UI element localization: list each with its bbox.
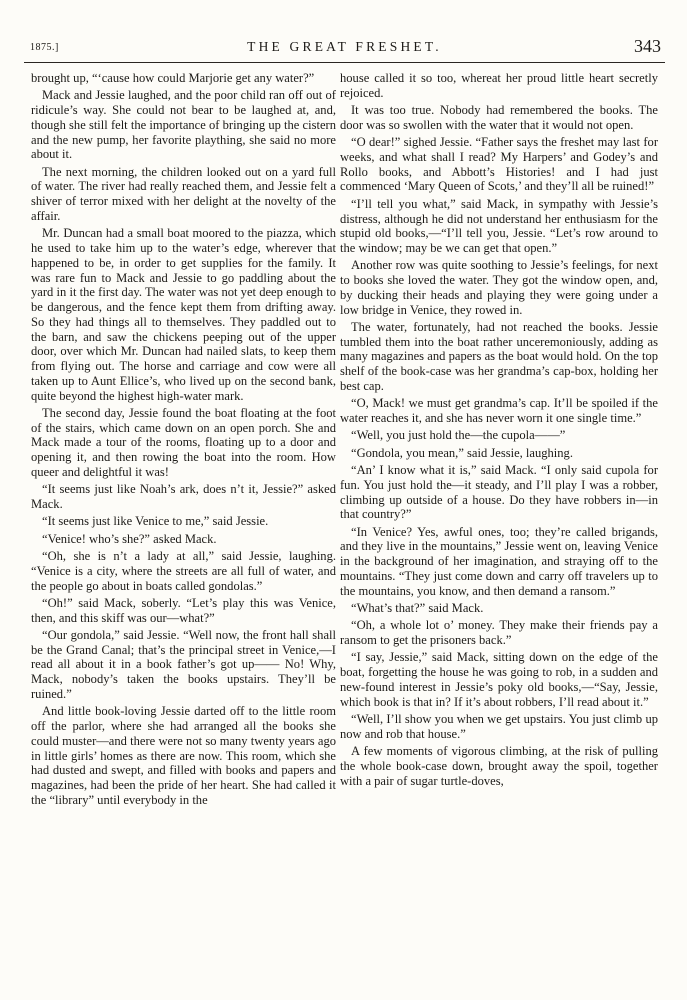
paragraph: The next morning, the children looked out on a yard full of water. The river had really reached them, and Jessie felt a shiver of terror mixed with her delight at the novelty of the affair. [31,164,336,223]
paragraph: A few moments of vigorous climbing, at the risk of pulling the whole book-case down, brought away the spoil, together with a pair of sugar turtle-doves, [340,744,658,788]
header-rule [24,62,665,63]
paragraph: “Gondola, you mean,” said Jessie, laughing. [351,445,573,460]
paragraph: “Oh!” said Mack, soberly. “Let’s play this was Venice, then, and this skiff was our—what?” [31,595,336,625]
paragraph: house called it so too, whereat her proud little heart secretly rejoiced. [340,71,658,100]
paragraph: “I’ll tell you what,” said Mack, in sympathy with Jessie’s distress, although he did not understand her enthusiasm for the stupid old books,—“I’ll tell you, Jessie. “Let’s row around to the window; may be we can get that open.” [340,196,658,256]
left-column [31,71,336,810]
header-date: 1875.] [30,42,59,53]
paragraph: “An’ I know what it is,” said Mack. “I only said cupola for fun. You just hold the—it steady, and I’ll play I was a robber, climbing up outside of a house. Do they have robbers in—in that country?” [340,463,658,522]
paragraph: brought up, “‘cause how could Marjorie get any water?” [31,71,315,85]
paragraph: And little book-loving Jessie darted off to the little room off the parlor, where she had arranged all the books she could muster—and there were not so many twenty years ago in little girls’ homes as there are now. This room, which she had dusted and swept, and filled with books and papers and magazines, had been the pride of her heart. She had called it the “library” until everybody in the [31,704,336,807]
right-column [340,71,658,791]
paragraph: “Well, you just hold the—the cupola——” [351,428,566,443]
page-number: 343 [634,36,661,56]
paragraph: Another row was quite soothing to Jessie’s feelings, for next to books she loved the water. They got the window open, and, by ducking their heads and playing they were going under a low bridge in Venice, they rowed in. [340,258,658,317]
paragraph: “What’s that?” said Mack. [351,601,484,616]
paragraph: “O, Mack! we must get grandma’s cap. It’ll be spoiled if the water reaches it, and she has never worn it one single time.” [340,396,658,426]
paragraph: “It seems just like Noah’s ark, does n’t it, Jessie?” asked Mack. [31,482,336,511]
paragraph: It was too true. Nobody had remembered the books. The door was so swollen with the water that it would not open. [340,103,658,132]
paragraph: “Venice! who’s she?” asked Mack. [42,531,217,546]
paragraph: “In Venice? Yes, awful ones, too; they’re called brigands, and they live in the mountains,” Jessie went on, leaving Venice in the background of her imagination, and straying off to the mountains. “They just come down and carry off travelers up to the mountains, you know, and then demand a ransom.” [340,524,658,598]
paragraph: Mack and Jessie laughed, and the poor child ran off out of ridicule’s way. She could not bear to be laughed at, and, though she still felt the importance of bringing up the cistern and the new pump, her favorite plaything, she said no more about it. [31,88,336,162]
paragraph: “Well, I’ll show you when we get upstairs. You just climb up now and rob that house.” [340,712,658,741]
paragraph: Mr. Duncan had a small boat moored to the piazza, which he used to take him up to the water’s edge, wherever that happened to be, in order to get supplies for the family. It was rare fun to Mack and Jessie to go paddling about the yard in it the first day. The water was not yet deep enough to be dangerous, and the fence kept them from drifting away. So they had things all to themselves. They paddled out to the barn, and saw the chickens peeping out of the upper door, over which Mr. Duncan had nailed slats, to keep them from flying out. The horse and carriage and cow were all taken up to Aunt Ellice’s, who lived up on the second bank, quite beyond the highest high-water mark. [31,226,336,403]
paragraph: The water, fortunately, had not reached the books. Jessie tumbled them into the boat rather unceremoniously, adding as many magazines and papers as the boat would hold. On the top shelf of the book-case was her grandma’s cap-box, holding her best cap. [340,319,658,393]
paragraph: “O dear!” sighed Jessie. “Father says the freshet may last for weeks, and what shall I read? My Harpers’ and Godey’s and Rollo books, and Abbott’s Histories! and I had just commenced ‘Mary Queen of Scots,’ and they’ll all be ruined!” [340,135,658,194]
paragraph: The second day, Jessie found the boat floating at the foot of the stairs, which came down on an open porch. She and Mack made a tour of the rooms, floating up to a door and opening it, and then rowing the boat into the room. How queer and delightful it was! [31,405,336,479]
header-title: THE GREAT FRESHET. [247,39,442,54]
running-header [24,36,665,60]
paragraph: “It seems just like Venice to me,” said Jessie. [42,514,269,529]
paragraph: “Oh, a whole lot o’ money. They make their friends pay a ransom to get the prisoners back.” [340,618,658,648]
paragraph: “I say, Jessie,” said Mack, sitting down on the edge of the boat, forgetting the house he was going to rob, in a sudden and new-found interest in Jessie’s poky old books,—“Say, Jessie, which book is that in? If it’s about robbers, I’ll read about it.” [340,650,658,709]
paragraph: “Oh, she is n’t a lady at all,” said Jessie, laughing. “Venice is a city, where the streets are all full of water, and the people go about in boats called gondolas.” [31,549,336,593]
paragraph: “Our gondola,” said Jessie. “Well now, the front hall shall be the Grand Canal; that’s the principal street in Venice,—I read all about it in a book father’s got up—— No! Why, Mack, nobody’s taken the books upstairs. They’ll be ruined.” [31,627,336,701]
